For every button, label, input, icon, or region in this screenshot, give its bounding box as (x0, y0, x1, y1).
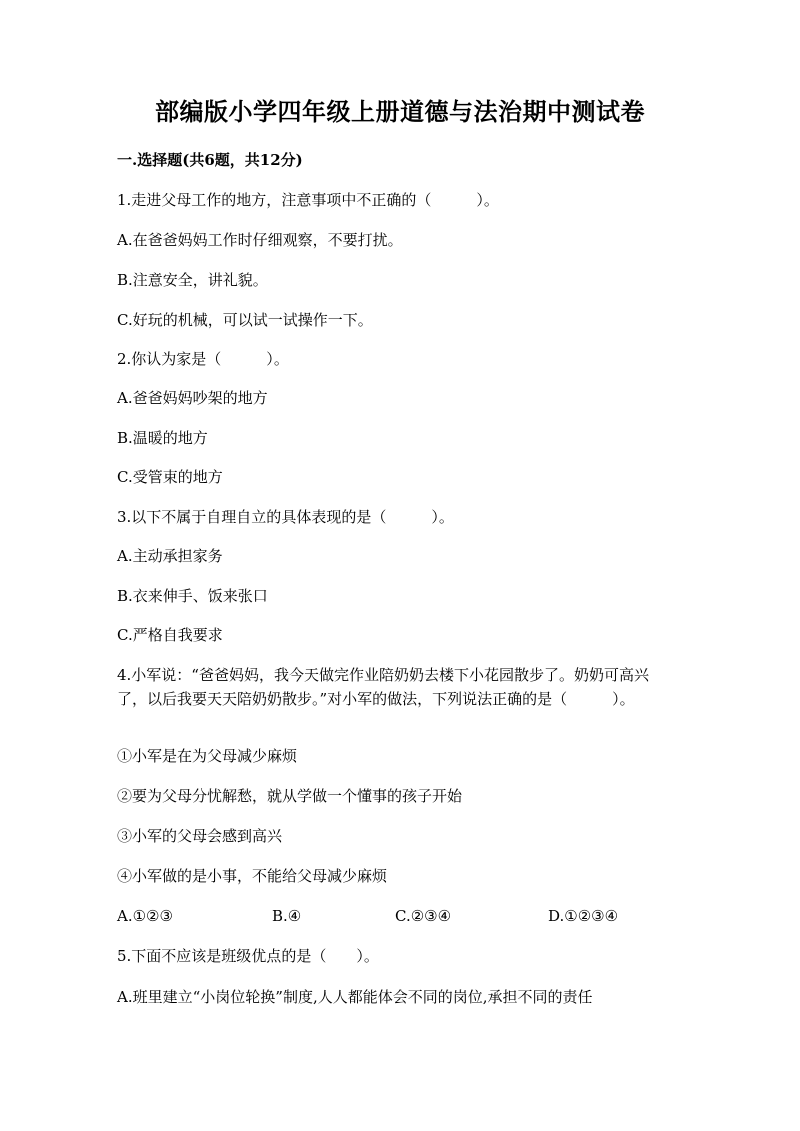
question-2-option-a: A.爸爸妈妈吵架的地方 (117, 389, 268, 407)
question-4-statement-2: ②要为父母分忧解愁，就从学做一个懂事的孩子开始 (117, 787, 463, 805)
question-4-option-a: A.①②③ (117, 907, 173, 925)
question-1-option-c: C.好玩的机械，可以试一试操作一下。 (117, 311, 373, 329)
question-stem-5: 5.下面不应该是班级优点的是（ ）。 (117, 947, 379, 965)
question-5-option-a: A.班里建立“小岗位轮换”制度,人人都能体会不同的岗位,承担不同的责任 (117, 988, 593, 1006)
question-stem-2: 2.你认为家是（ ）。 (117, 350, 289, 368)
question-3-option-b: B.衣来伸手、饭来张口 (117, 587, 268, 605)
question-4-statement-3: ③小军的父母会感到高兴 (117, 827, 283, 845)
question-2-option-c: C.受管束的地方 (117, 468, 223, 486)
question-4-option-c: C.②③④ (395, 907, 452, 925)
section-heading: 一.选择题(共6题，共12分) (117, 151, 303, 169)
question-3-option-a: A.主动承担家务 (117, 547, 223, 565)
question-4-option-b: B.④ (272, 907, 302, 925)
question-stem-4: 4.小军说：“爸爸妈妈，我今天做完作业陪奶奶去楼下小花园散步了。奶奶可高兴了，以后我要天天陪奶奶散步。”对小军的做法，下列说法正确的是（ ）。 (117, 666, 649, 708)
question-2-option-b: B.温暖的地方 (117, 429, 208, 447)
question-4-statement-4: ④小军做的是小事，不能给父母减少麻烦 (117, 867, 388, 885)
question-1-option-b: B.注意安全，讲礼貌。 (117, 271, 268, 289)
page-title: 部编版小学四年级上册道德与法治期中测试卷 (155, 97, 645, 126)
question-stem-3: 3.以下不属于自理自立的具体表现的是（ ）。 (117, 508, 454, 526)
question-1-option-a: A.在爸爸妈妈工作时仔细观察，不要打扰。 (117, 231, 403, 249)
question-4-option-d: D.①②③④ (548, 907, 619, 925)
question-stem-1: 1.走进父母工作的地方，注意事项中不正确的（ ）。 (117, 191, 499, 209)
question-4-statement-1: ①小军是在为父母减少麻烦 (117, 747, 298, 765)
question-3-option-c: C.严格自我要求 (117, 626, 223, 644)
